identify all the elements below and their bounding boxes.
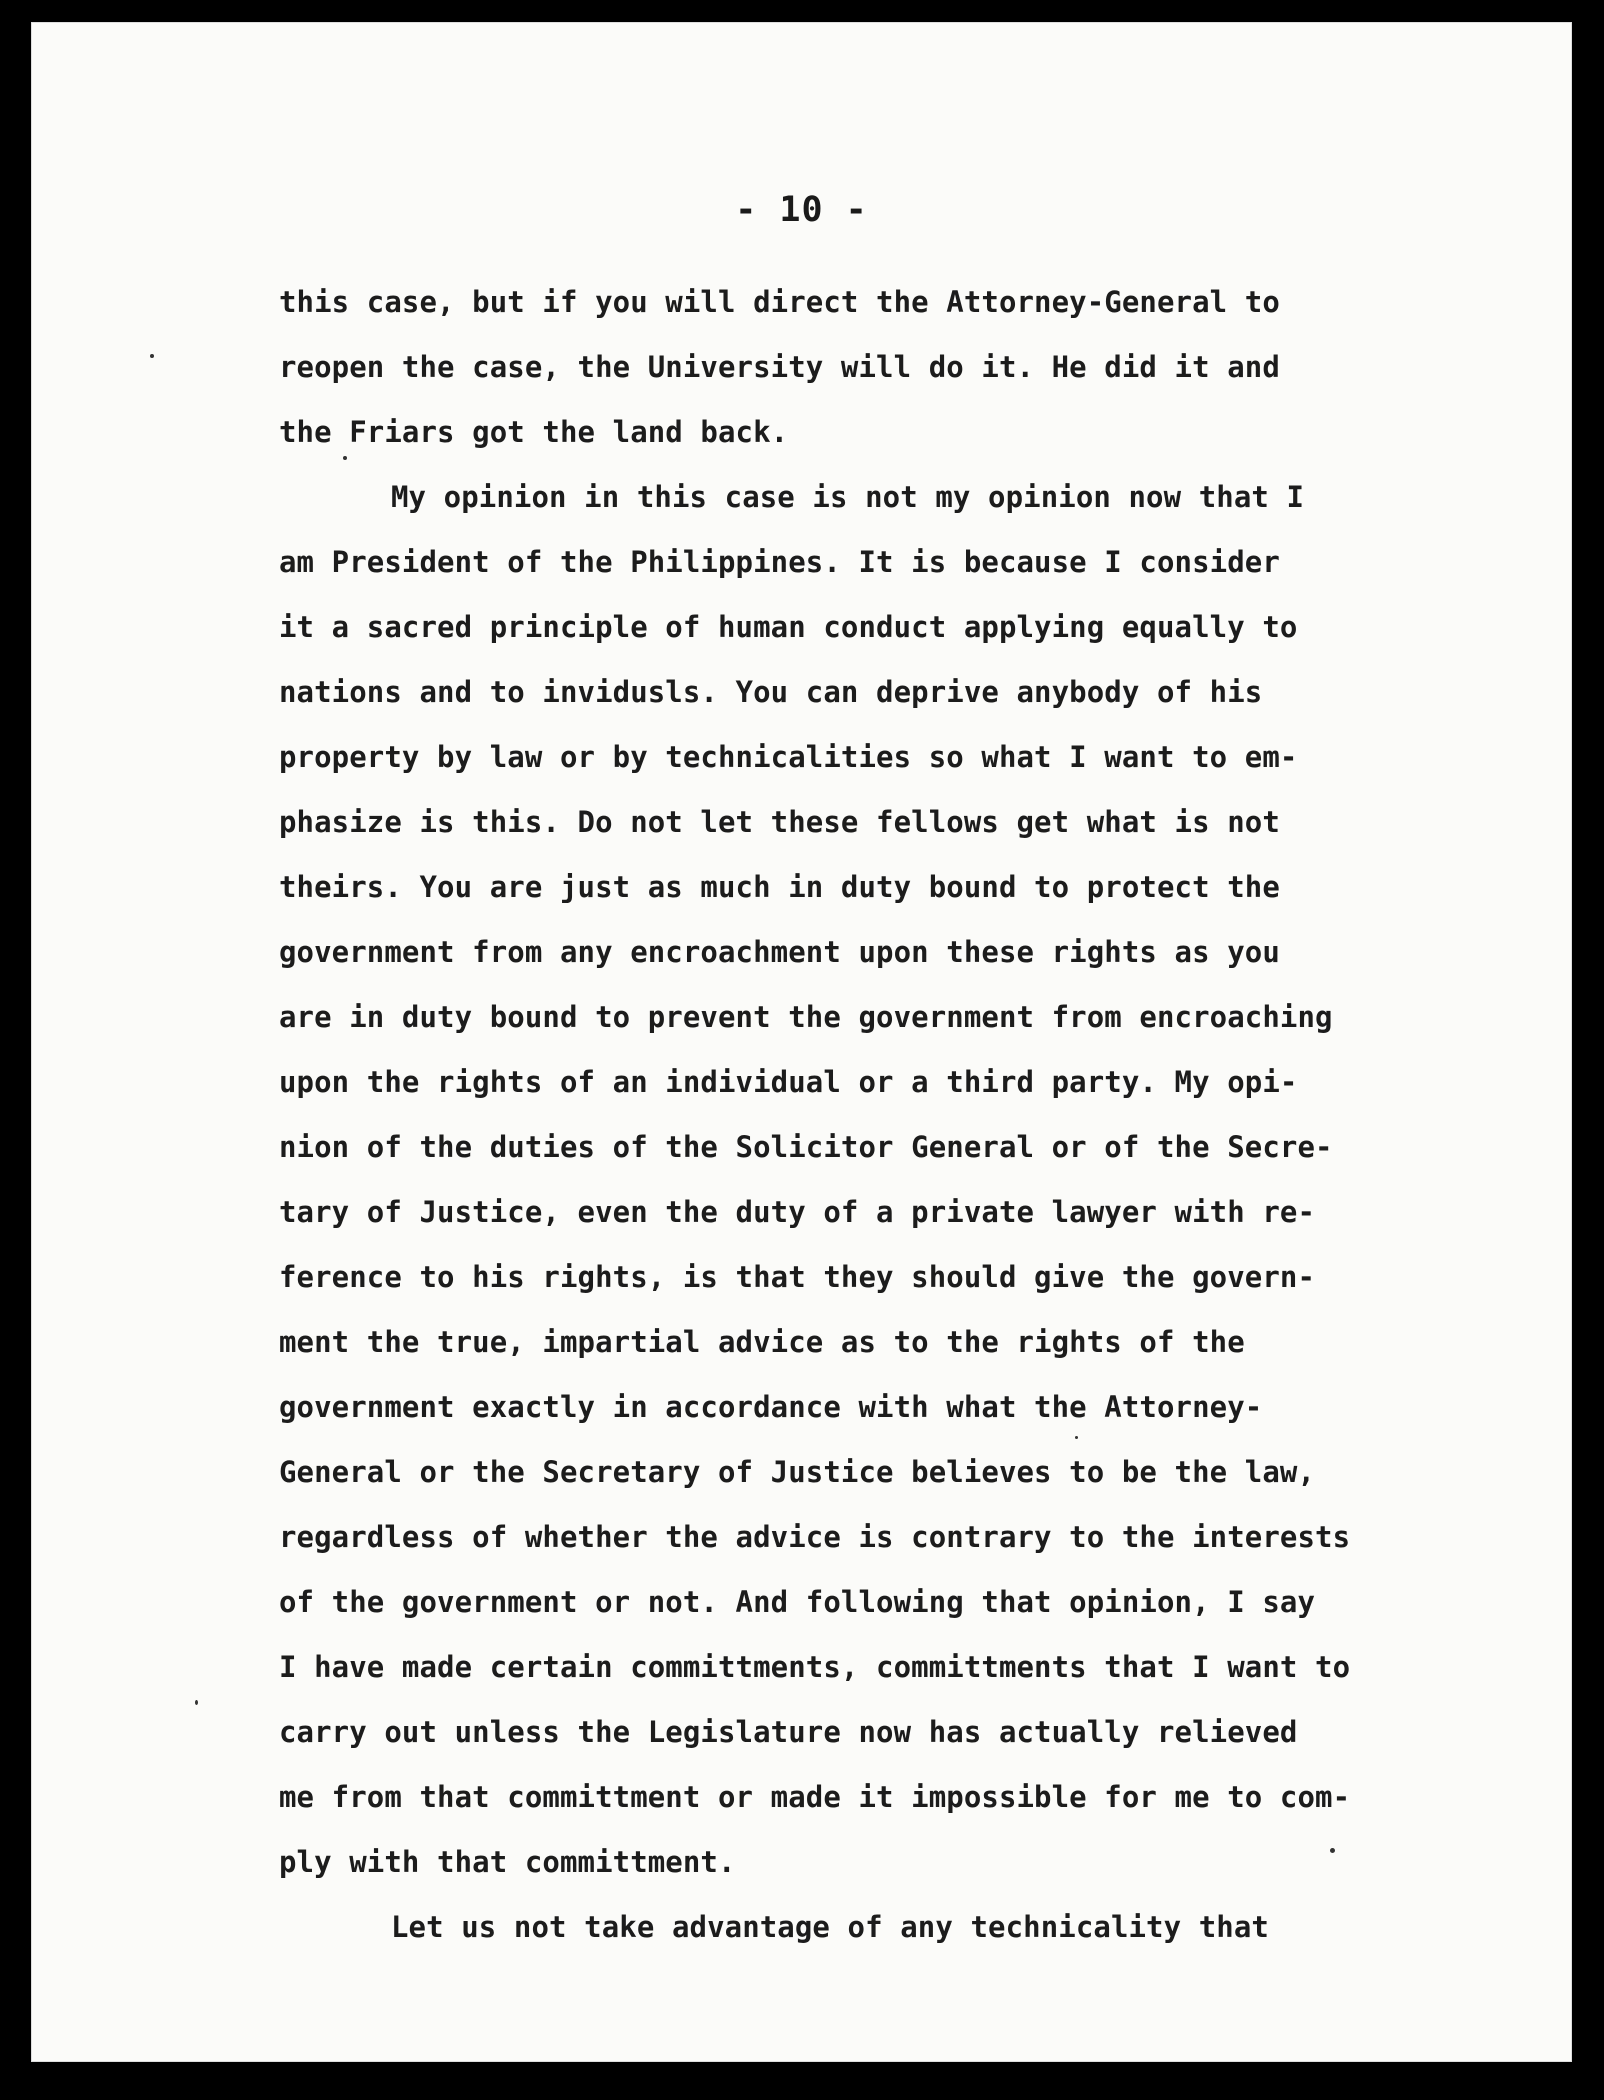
text-line: ply with that committment. — [279, 1845, 736, 1879]
text-line: phasize is this. Do not let these fellows get what is not — [279, 805, 1280, 839]
text-line: are in duty bound to prevent the government from encroaching — [279, 1000, 1333, 1034]
paragraph-2 — [279, 465, 1509, 1895]
text-line: am President of the Philippines. It is because I consider — [279, 545, 1280, 579]
scan-speck — [1075, 1436, 1078, 1439]
scan-speck — [343, 456, 347, 460]
page-number: - 10 - — [735, 190, 868, 230]
text-line: carry out unless the Legislature now has actually relieved — [279, 1715, 1298, 1749]
text-line: theirs. You are just as much in duty bound to protect the — [279, 870, 1280, 904]
text-line: Let us not take advantage of any technicality that — [391, 1910, 1269, 1944]
text-line: it a sacred principle of human conduct applying equally to — [279, 610, 1298, 644]
text-line: nations and to invidusls. You can deprive anybody of his — [279, 675, 1263, 709]
text-line: reopen the case, the University will do it. He did it and — [279, 350, 1280, 384]
text-line: tary of Justice, even the duty of a private lawyer with re- — [279, 1195, 1316, 1229]
text-line: regardless of whether the advice is contrary to the interests — [279, 1520, 1351, 1554]
paragraph-1 — [279, 270, 1509, 465]
text-line: me from that committment or made it impossible for me to com- — [279, 1780, 1351, 1814]
text-line: this case, but if you will direct the Attorney-General to — [279, 285, 1280, 319]
text-line: nion of the duties of the Solicitor General or of the Secre- — [279, 1130, 1333, 1164]
body-text — [279, 270, 1509, 1960]
document-page — [31, 22, 1572, 2062]
paragraph-3 — [279, 1895, 1509, 1960]
scan-speck — [1330, 1848, 1335, 1853]
text-line: My opinion in this case is not my opinion now that I — [391, 480, 1305, 514]
scan-speck — [150, 354, 154, 358]
text-line: of the government or not. And following that opinion, I say — [279, 1585, 1316, 1619]
text-line: government from any encroachment upon these rights as you — [279, 935, 1280, 969]
scan-border — [0, 2062, 1604, 2100]
text-line: government exactly in accordance with what the Attorney- — [279, 1390, 1263, 1424]
text-line: ment the true, impartial advice as to the rights of the — [279, 1325, 1245, 1359]
scan-speck — [195, 1700, 198, 1705]
text-line: upon the rights of an individual or a third party. My opi- — [279, 1065, 1298, 1099]
text-line: I have made certain committments, committments that I want to — [279, 1650, 1351, 1684]
text-line: property by law or by technicalities so what I want to em- — [279, 740, 1298, 774]
text-line: ference to his rights, is that they should give the govern- — [279, 1260, 1316, 1294]
text-line: General or the Secretary of Justice believes to be the law, — [279, 1455, 1316, 1489]
text-line: the Friars got the land back. — [279, 415, 789, 449]
